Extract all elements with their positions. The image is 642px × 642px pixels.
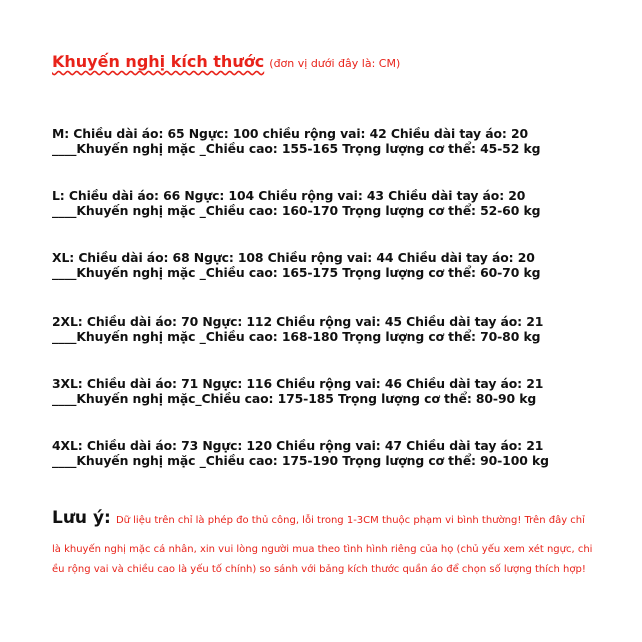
size-recommend-line: ____Khuyến nghị mặc _Chiều cao: 175-190 Trọng lượng cơ thể: 90-100 kg [52, 453, 549, 468]
size-recommend-line: ____Khuyến nghị mặc _Chiều cao: 160-170 Trọng lượng cơ thể: 52-60 kg [52, 203, 541, 218]
size-recommend-line: ____Khuyến nghị mặc_Chiều cao: 175-185 Trọng lượng cơ thể: 80-90 kg [52, 391, 537, 406]
note-text-2: là khuyến nghị mặc cá nhân, xin vui lòng người mua theo tình hình riêng của họ (chủ yếu xem xét ngực, chi [52, 544, 593, 555]
size-row-3xl [52, 376, 543, 406]
note-text-1: Dữ liệu trên chỉ là phép đo thủ công, lỗi trong 1-3CM thuộc phạm vi bình thường! Trên đây chỉ [115, 515, 585, 526]
size-recommend-line: ____Khuyến nghị mặc _Chiều cao: 155-165 Trọng lượng cơ thể: 45-52 kg [52, 141, 541, 156]
size-recommend-line: ____Khuyến nghị mặc _Chiều cao: 168-180 Trọng lượng cơ thể: 70-80 kg [52, 329, 541, 344]
size-recommend-line: ____Khuyến nghị mặc _Chiều cao: 165-175 Trọng lượng cơ thể: 60-70 kg [52, 265, 541, 280]
note-label: Lưu ý: [52, 508, 111, 528]
note-first-line [52, 508, 585, 528]
size-spec-line: M: Chiều dài áo: 65 Ngực: 100 chiều rộng vai: 42 Chiều dài tay áo: 20 [52, 126, 529, 141]
size-spec-line: 4XL: Chiều dài áo: 73 Ngực: 120 Chiều rộng vai: 47 Chiều dài tay áo: 21 [52, 438, 544, 453]
page-title [52, 52, 400, 71]
size-row-4xl [52, 438, 549, 468]
size-row-xl [52, 250, 540, 280]
size-row-l [52, 188, 540, 218]
title-unit: (đơn vị dưới đây là: CM) [269, 57, 401, 70]
size-spec-line: L: Chiều dài áo: 66 Ngực: 104 Chiều rộng vai: 43 Chiều dài tay áo: 20 [52, 188, 526, 203]
size-spec-line: 2XL: Chiều dài áo: 70 Ngực: 112 Chiều rộng vai: 45 Chiều dài tay áo: 21 [52, 314, 544, 329]
size-spec-line: 3XL: Chiều dài áo: 71 Ngực: 116 Chiều rộng vai: 46 Chiều dài tay áo: 21 [52, 376, 544, 391]
title-main: Khuyến nghị kích thước [52, 52, 265, 71]
size-row-m [52, 126, 540, 156]
size-spec-line: XL: Chiều dài áo: 68 Ngực: 108 Chiều rộng vai: 44 Chiều dài tay áo: 20 [52, 250, 535, 265]
note-text-3: ều rộng vai và chiều cao là yếu tố chính) so sánh với bảng kích thước quần áo để chọn số lượng thích hợp! [52, 564, 586, 575]
size-row-2xl [52, 314, 543, 344]
